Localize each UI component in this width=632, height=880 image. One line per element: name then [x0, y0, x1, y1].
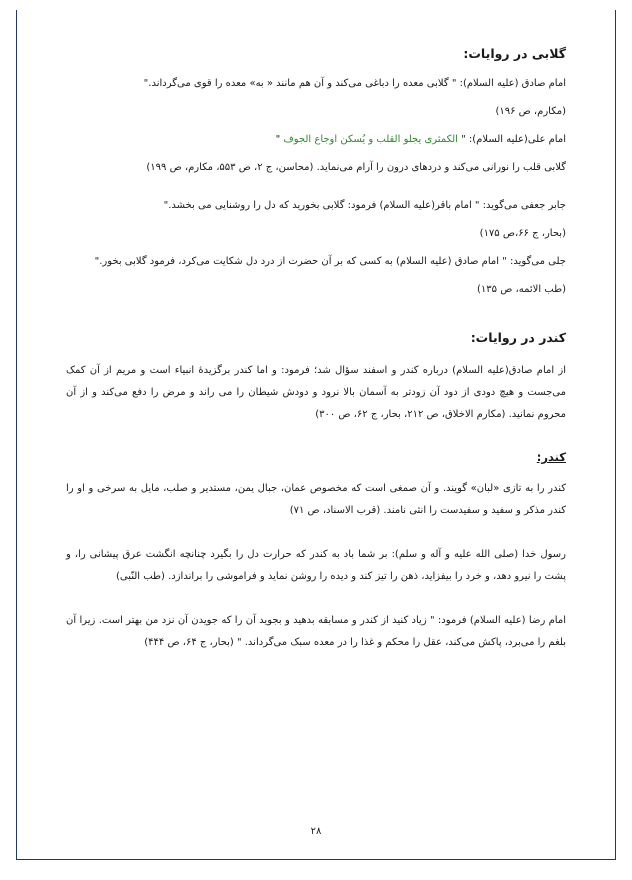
- paragraph: جلی می‌گوید: " امام صادق (علیه السلام) به کسی که بر آن حضرت از درد دل شکایت می‌کرد، فرمود گلابی بخور.": [94, 256, 566, 267]
- paragraph: امام رضا (علیه السلام) فرمود: " زیاد کنید از کندر و مسابقه بدهید و بجوید آن را که جویدن آن نزد من بهتر است. زیرا آن بلغم را می‌برد، پاکش می‌کند، عقل را محکم و غذا را در معده سبک می‌گرداند. " (بحار، ج ۶۴، ص ۴۴۴): [66, 615, 566, 649]
- paragraph: جابر جعفی می‌گوید: " امام باقر(علیه السلام) فرمود: گلابی بخورید که دل را روشنایی می بخشد.": [163, 200, 566, 211]
- citation: (طب الائمه، ص ۱۳۵): [477, 284, 566, 295]
- paragraph: [66, 132, 566, 148]
- quote-suffix: ": [275, 134, 284, 145]
- paragraph: رسول خدا (صلی الله علیه و آله و سلم): بر شما باد به کندر که حرارت دل را بگیرد چنانچه انگشت عرق پیشانی را، و پشت را نیرو دهد، و خرد را بیفزاید، ذهن را تیز کند و دیده را روشن نماید و فراموشی را براندازد. (طب النّبی): [66, 549, 566, 583]
- section-heading-frankincense: کندر در روایات:: [470, 330, 566, 345]
- section-heading-pear: گلابی در روایات:: [463, 46, 566, 61]
- citation: (مکارم، ص ۱۹۶): [495, 106, 566, 117]
- quote-prefix: امام علی(علیه السلام): ": [457, 134, 566, 145]
- paragraph: کندر را به تازی «لبان» گویند. و آن صمغی است که مخصوص عمان، جبال یمن، مستدیر و صلب، مایل به سرخی و او را کندر مذکر و سفید و سفیدست را انثی نامند. (قرب الاسناد، ص ۷۱): [66, 483, 566, 517]
- document-body: [66, 44, 566, 666]
- arabic-quote: الکمثری يجلو القلب و يُسكن اوجاع الجوف: [283, 134, 458, 145]
- citation: (بحار، ج ۶۶،ص ۱۷۵): [479, 228, 566, 239]
- paragraph: از امام صادق(علیه السلام) درباره کندر و اسفند سؤال شد؛ فرمود: و اما کندر برگزیدۀ انبیاء است و مریم از آن کمک می‌جست و هیچ دودی از دود آن زودتر به آسمان بالا نرود و دودش شیطان را می راند و مرض را دفع می‌کند و از آن محروم نمانید. (مکارم الاخلاق، ص ۲۱۲، بحار، ج ۶۲، ص ۳۰۰): [66, 365, 566, 420]
- page-number: ۲۸: [310, 826, 322, 837]
- paragraph: گلابی قلب را نورانی می‌کند و دردهای درون را آرام می‌نماید. (محاسن، ج ۲، ص ۵۵۳، مکارم، ص ۱۹۹): [146, 162, 566, 173]
- paragraph: امام صادق (علیه السلام): " گلابی معده را دباغی می‌کند و آن هم مانند « به» معده را قوی می‌گرداند.": [143, 78, 566, 89]
- section-heading-kondor: کندر:: [536, 450, 566, 464]
